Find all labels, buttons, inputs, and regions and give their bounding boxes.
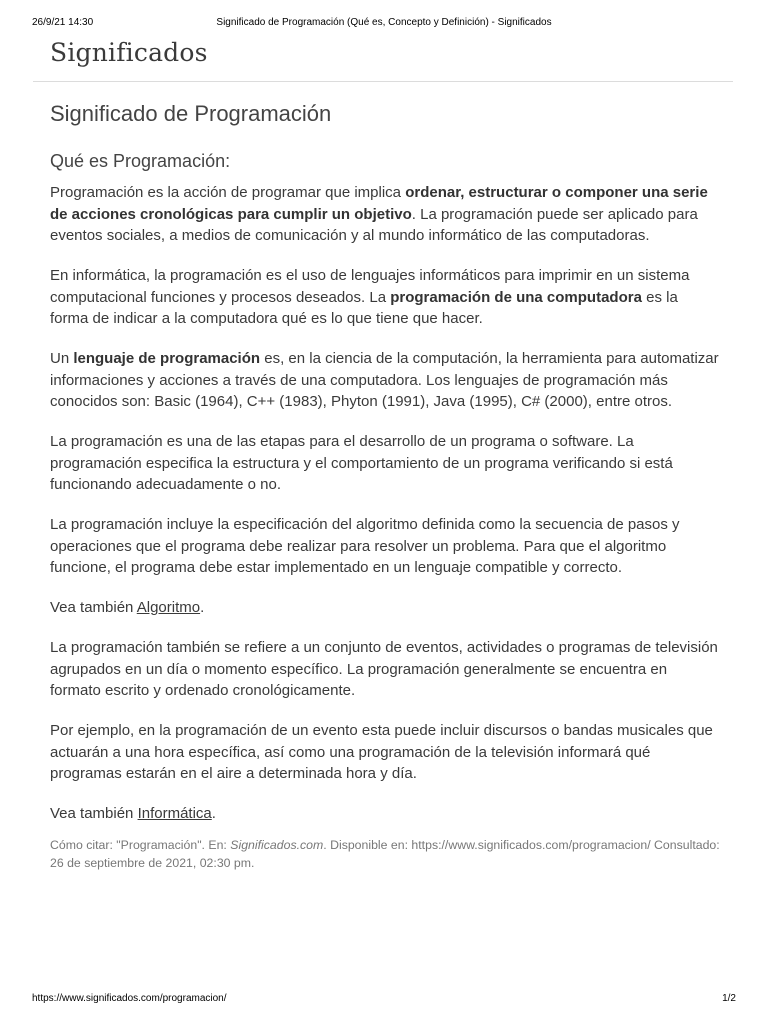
- paragraph-3-text-c: es, en la ciencia de la computación, la herramienta para automatizar informaciones y acciones a través de una computadora. Los lenguajes de programación más conocidos son: Basic (1964), C++ (1983), Phyton (1991), Java (1995), C# (2000), entre otros.: [50, 350, 719, 410]
- paragraph-7: Por ejemplo, en la programación de un evento esta puede incluir discursos o bandas musicales que actuarán a una hora específica, así como una programación de la televisión informará qué programas estarán en el aire a determinada hora y día.: [50, 722, 713, 782]
- paragraph-1-text-c: . La programación puede ser aplicado para eventos sociales, a medios de comunicación y al mundo informático de las computadoras.: [50, 205, 698, 244]
- article-title: Significado de Programación: [50, 101, 332, 126]
- paragraph-3: [50, 348, 720, 413]
- article-subtitle: Qué es Programación:: [50, 151, 231, 171]
- site-logo[interactable]: Significados: [50, 38, 208, 67]
- print-date: 26/9/21 14:30: [32, 17, 94, 28]
- citation-text-a: Cómo citar: "Programación". En:: [50, 838, 231, 852]
- article: [50, 99, 720, 872]
- print-url: https://www.significados.com/programacion/: [32, 993, 227, 1004]
- paragraph-6: La programación también se refiere a un conjunto de eventos, actividades o programas de televisión agrupados en un día o momento específico. La programación generalmente se encuentra en formato escrito y ordenado cronológicamente.: [50, 639, 718, 699]
- link-informatica[interactable]: Informática: [137, 805, 212, 822]
- citation: [50, 837, 720, 872]
- paragraph-1: [50, 182, 720, 247]
- see-also-prefix: Vea también: [50, 805, 138, 822]
- print-page-number: 1/2: [722, 993, 736, 1004]
- paragraph-2: [50, 265, 720, 330]
- see-also-suffix: .: [211, 805, 216, 822]
- see-also-algoritmo: [50, 597, 720, 619]
- citation-text-b: . Disponible en: https://www.significados.com/programacion/ Consultado: 26 de septiembre de 2021, 02:30 pm.: [50, 838, 720, 870]
- paragraph-2-text-c: es la forma de indicar a la computadora qué es lo que tiene que hacer.: [50, 288, 678, 327]
- paragraph-5: La programación incluye la especificación del algoritmo definida como la secuencia de pasos y operaciones que el programa debe realizar para resolver un problema. Para que el algoritmo funcione, el programa debe estar implementado en un lenguaje compatible y correcto.: [50, 516, 680, 576]
- link-algoritmo[interactable]: Algoritmo: [136, 599, 201, 616]
- paragraph-2-text-a: En informática, la programación es el uso de lenguajes informáticos para imprimir en un sistema computacional funciones y procesos deseados. La: [50, 267, 690, 306]
- paragraph-1-bold: ordenar, estructurar o componer una serie de acciones cronológicas para cumplir un objetivo: [50, 184, 708, 223]
- paragraph-2-bold: programación de una computadora: [390, 288, 642, 306]
- see-also-informatica: [50, 803, 720, 825]
- citation-source: Significados.com: [230, 838, 324, 852]
- header-divider: [33, 81, 733, 82]
- see-also-suffix: .: [200, 599, 205, 616]
- paragraph-4: La programación es una de las etapas para el desarrollo de un programa o software. La programación especifica la estructura y el comportamiento de un programa verificando si está funcionando adecuadamente o no.: [50, 433, 673, 493]
- paragraph-3-text-a: Un: [50, 350, 74, 367]
- print-page-title: Significado de Programación (Qué es, Concepto y Definición) - Significados: [216, 17, 552, 28]
- see-also-prefix: Vea también: [50, 599, 137, 616]
- paragraph-1-text-a: Programación es la acción de programar que implica: [50, 184, 406, 201]
- paragraph-3-bold: lenguaje de programación: [73, 350, 261, 367]
